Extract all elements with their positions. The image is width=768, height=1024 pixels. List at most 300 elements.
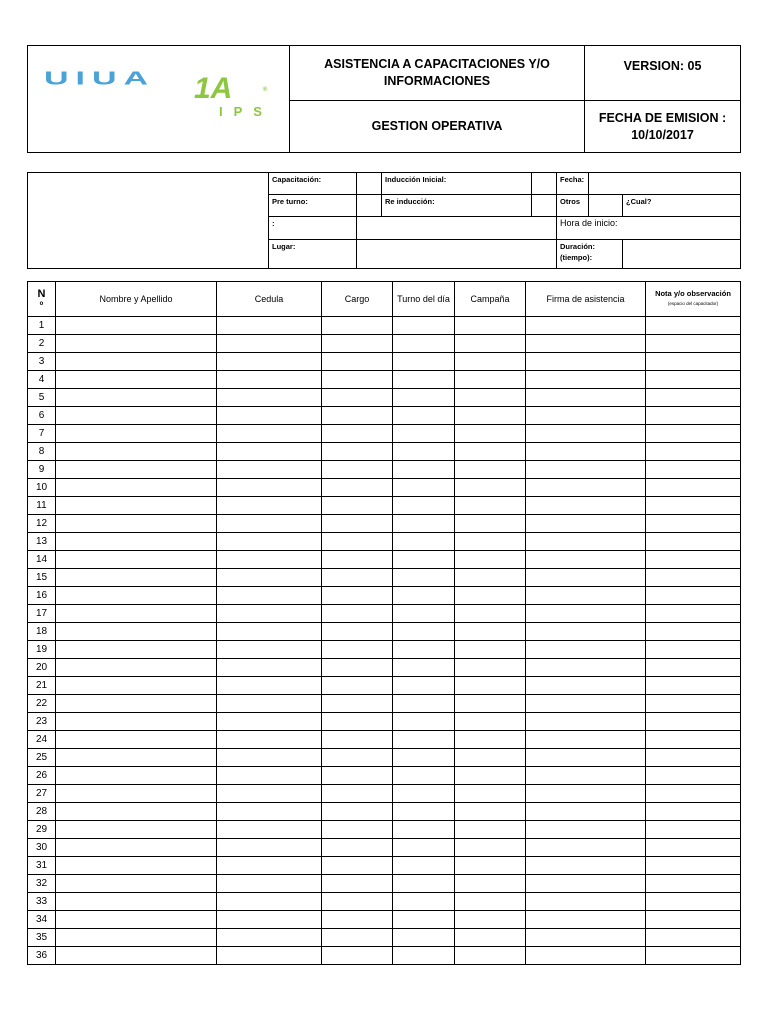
cell-cedula[interactable] [217,839,322,857]
cell-turno[interactable] [393,839,455,857]
cell-turno[interactable] [393,677,455,695]
cell-campana[interactable] [455,479,526,497]
cell-firma[interactable] [526,641,646,659]
cell-firma[interactable] [526,911,646,929]
cell-turno[interactable] [393,425,455,443]
cell-nombre[interactable] [56,947,217,965]
pre-turno-check[interactable] [357,195,382,217]
cell-nota[interactable] [646,803,741,821]
cell-campana[interactable] [455,371,526,389]
cell-nota[interactable] [646,875,741,893]
cell-cargo[interactable] [322,605,393,623]
cell-cargo[interactable] [322,353,393,371]
cell-turno[interactable] [393,515,455,533]
cell-nota[interactable] [646,641,741,659]
table-row [28,731,741,749]
cell-nota[interactable] [646,929,741,947]
cell-cedula[interactable] [217,893,322,911]
cell-campana[interactable] [455,389,526,407]
col-header-turno: Turno del día [393,282,455,317]
cell-nombre[interactable] [56,353,217,371]
cell-turno[interactable] [393,461,455,479]
cell-turno[interactable] [393,623,455,641]
cell-turno[interactable] [393,605,455,623]
cell-nombre[interactable] [56,407,217,425]
cell-cedula[interactable] [217,587,322,605]
cell-turno[interactable] [393,947,455,965]
cell-firma[interactable] [526,587,646,605]
cell-cargo[interactable] [322,641,393,659]
cell-campana[interactable] [455,803,526,821]
cell-firma[interactable] [526,605,646,623]
cell-cargo[interactable] [322,803,393,821]
cell-nota[interactable] [646,533,741,551]
cell-cedula[interactable] [217,425,322,443]
cell-cedula[interactable] [217,695,322,713]
cell-campana[interactable] [455,929,526,947]
cell-cargo[interactable] [322,785,393,803]
cell-campana[interactable] [455,497,526,515]
row-number: 27 [28,785,56,803]
cell-nota[interactable] [646,731,741,749]
cell-cargo[interactable] [322,767,393,785]
cell-cargo[interactable] [322,821,393,839]
cell-cedula[interactable] [217,911,322,929]
cell-turno[interactable] [393,371,455,389]
cell-turno[interactable] [393,533,455,551]
cell-nombre[interactable] [56,857,217,875]
cell-cedula[interactable] [217,857,322,875]
row-number: 2 [28,335,56,353]
cell-turno[interactable] [393,767,455,785]
cell-nombre[interactable] [56,911,217,929]
cell-nota[interactable] [646,893,741,911]
cell-nombre[interactable] [56,317,217,335]
cell-campana[interactable] [455,425,526,443]
cell-nombre[interactable] [56,893,217,911]
cell-nombre[interactable] [56,731,217,749]
duracion-field[interactable] [623,240,741,269]
cell-nota[interactable] [646,389,741,407]
cell-cedula[interactable] [217,947,322,965]
cell-firma[interactable] [526,767,646,785]
col-header-cargo: Cargo [322,282,393,317]
cell-nombre[interactable] [56,497,217,515]
cell-cargo[interactable] [322,749,393,767]
cell-nota[interactable] [646,767,741,785]
cell-cargo[interactable] [322,461,393,479]
cell-nombre[interactable] [56,443,217,461]
cell-campana[interactable] [455,515,526,533]
fecha-field[interactable] [589,173,741,195]
cell-cedula[interactable] [217,623,322,641]
cell-cedula[interactable] [217,317,322,335]
cell-firma[interactable] [526,929,646,947]
cell-nombre[interactable] [56,641,217,659]
row-number: 4 [28,371,56,389]
cell-cedula[interactable] [217,803,322,821]
cell-firma[interactable] [526,479,646,497]
row-number: 13 [28,533,56,551]
cell-cargo[interactable] [322,569,393,587]
cell-campana[interactable] [455,785,526,803]
registered-icon: ® [263,87,268,93]
cell-nombre[interactable] [56,929,217,947]
cell-nombre[interactable] [56,515,217,533]
cell-turno[interactable] [393,713,455,731]
document-title: ASISTENCIA A CAPACITACIONES Y/O INFORMACIONES [290,46,585,101]
cell-nombre[interactable] [56,461,217,479]
cell-turno[interactable] [393,929,455,947]
table-row [28,677,741,695]
cell-cargo[interactable] [322,857,393,875]
cell-cedula[interactable] [217,821,322,839]
cell-nombre[interactable] [56,425,217,443]
cell-nota[interactable] [646,677,741,695]
cell-cargo[interactable] [322,893,393,911]
cell-campana[interactable] [455,533,526,551]
cell-turno[interactable] [393,911,455,929]
table-row [28,659,741,677]
cell-nombre[interactable] [56,695,217,713]
cell-firma[interactable] [526,551,646,569]
otros-label: Otros [557,195,589,217]
cell-cargo[interactable] [322,659,393,677]
col-nota-sub: (espacio del capacitador) [667,301,719,306]
cell-cedula[interactable] [217,875,322,893]
emision-date: 10/10/2017 [631,127,694,142]
cell-cedula[interactable] [217,713,322,731]
table-row [28,713,741,731]
cell-nota[interactable] [646,371,741,389]
cell-firma[interactable] [526,875,646,893]
row-number: 28 [28,803,56,821]
cell-turno[interactable] [393,641,455,659]
cell-nota[interactable] [646,659,741,677]
cell-cedula[interactable] [217,749,322,767]
cell-nombre[interactable] [56,569,217,587]
table-row [28,497,741,515]
cell-nota[interactable] [646,497,741,515]
cell-nota[interactable] [646,335,741,353]
cell-firma[interactable] [526,335,646,353]
cell-nombre[interactable] [56,659,217,677]
cell-campana[interactable] [455,407,526,425]
cell-nombre[interactable] [56,335,217,353]
cell-firma[interactable] [526,893,646,911]
cell-campana[interactable] [455,605,526,623]
cell-nombre[interactable] [56,875,217,893]
cell-firma[interactable] [526,857,646,875]
cell-firma[interactable] [526,389,646,407]
re-induccion-check[interactable] [532,195,557,217]
cell-firma[interactable] [526,731,646,749]
cell-nota[interactable] [646,749,741,767]
cell-firma[interactable] [526,821,646,839]
cell-nota[interactable] [646,515,741,533]
cell-firma[interactable] [526,785,646,803]
cell-nota[interactable] [646,947,741,965]
cell-campana[interactable] [455,623,526,641]
cell-cedula[interactable] [217,389,322,407]
cell-campana[interactable] [455,461,526,479]
capacitacion-check[interactable] [357,173,382,195]
cell-cargo[interactable] [322,839,393,857]
cell-firma[interactable] [526,371,646,389]
cell-turno[interactable] [393,443,455,461]
table-row [28,317,741,335]
cell-nombre[interactable] [56,389,217,407]
table-row [28,461,741,479]
cell-firma[interactable] [526,749,646,767]
cell-cedula[interactable] [217,533,322,551]
cell-campana[interactable] [455,317,526,335]
cell-cedula[interactable] [217,497,322,515]
cell-nota[interactable] [646,695,741,713]
table-row [28,587,741,605]
cell-cargo[interactable] [322,515,393,533]
cell-nota[interactable] [646,821,741,839]
cell-campana[interactable] [455,641,526,659]
cell-nota[interactable] [646,587,741,605]
cell-turno[interactable] [393,857,455,875]
cell-nota[interactable] [646,317,741,335]
cell-turno[interactable] [393,335,455,353]
cell-nombre[interactable] [56,623,217,641]
cell-firma[interactable] [526,497,646,515]
cell-turno[interactable] [393,893,455,911]
cell-cargo[interactable] [322,443,393,461]
cell-campana[interactable] [455,911,526,929]
cell-turno[interactable] [393,821,455,839]
cell-cargo[interactable] [322,731,393,749]
cell-cedula[interactable] [217,479,322,497]
cell-turno[interactable] [393,749,455,767]
cell-campana[interactable] [455,839,526,857]
cell-nombre[interactable] [56,551,217,569]
cell-turno[interactable] [393,317,455,335]
cell-nombre[interactable] [56,479,217,497]
cell-firma[interactable] [526,425,646,443]
cell-campana[interactable] [455,893,526,911]
cell-cedula[interactable] [217,551,322,569]
row-number: 23 [28,713,56,731]
table-row [28,353,741,371]
cell-turno[interactable] [393,353,455,371]
table-row [28,425,741,443]
cell-nota[interactable] [646,839,741,857]
table-row [28,335,741,353]
lugar-field[interactable] [357,240,557,269]
cell-nota[interactable] [646,353,741,371]
cell-nombre[interactable] [56,767,217,785]
cell-firma[interactable] [526,803,646,821]
cell-cedula[interactable] [217,335,322,353]
cell-cargo[interactable] [322,479,393,497]
cell-cargo[interactable] [322,929,393,947]
cell-cargo[interactable] [322,911,393,929]
cell-nota[interactable] [646,911,741,929]
cell-cedula[interactable] [217,353,322,371]
cell-turno[interactable] [393,389,455,407]
cell-cargo[interactable] [322,371,393,389]
cell-cedula[interactable] [217,677,322,695]
table-row [28,821,741,839]
cell-firma[interactable] [526,533,646,551]
cell-turno[interactable] [393,479,455,497]
cell-nombre[interactable] [56,533,217,551]
cell-nombre[interactable] [56,785,217,803]
cell-firma[interactable] [526,515,646,533]
cell-nota[interactable] [646,785,741,803]
cell-campana[interactable] [455,821,526,839]
cell-firma[interactable] [526,623,646,641]
cell-nota[interactable] [646,461,741,479]
cell-campana[interactable] [455,749,526,767]
cell-firma[interactable] [526,407,646,425]
cell-nombre[interactable] [56,371,217,389]
cell-turno[interactable] [393,875,455,893]
table-row [28,767,741,785]
cell-cargo[interactable] [322,497,393,515]
cell-nota[interactable] [646,569,741,587]
cell-firma[interactable] [526,659,646,677]
cell-cargo[interactable] [322,317,393,335]
cell-firma[interactable] [526,569,646,587]
hora-inicio-field[interactable] [557,217,741,240]
cell-firma[interactable] [526,461,646,479]
cell-cargo[interactable] [322,677,393,695]
cell-turno[interactable] [393,587,455,605]
cell-cargo[interactable] [322,695,393,713]
cell-cedula[interactable] [217,461,322,479]
cell-nota[interactable] [646,713,741,731]
cell-turno[interactable] [393,785,455,803]
cell-campana[interactable] [455,569,526,587]
cell-cargo[interactable] [322,533,393,551]
cell-firma[interactable] [526,713,646,731]
duracion-label: Duración: (tiempo): [557,240,623,269]
cell-turno[interactable] [393,695,455,713]
cell-turno[interactable] [393,407,455,425]
cell-nota[interactable] [646,857,741,875]
logo-1a-mark: 1A [194,72,233,105]
cell-cedula[interactable] [217,515,322,533]
cell-campana[interactable] [455,677,526,695]
cell-cedula[interactable] [217,767,322,785]
cell-turno[interactable] [393,803,455,821]
cual-field[interactable] [623,195,741,217]
cell-cedula[interactable] [217,605,322,623]
cell-campana[interactable] [455,767,526,785]
row-number: 35 [28,929,56,947]
cell-nota[interactable] [646,479,741,497]
cell-turno[interactable] [393,659,455,677]
cell-cedula[interactable] [217,929,322,947]
cell-campana[interactable] [455,857,526,875]
cell-nombre[interactable] [56,839,217,857]
cell-campana[interactable] [455,713,526,731]
cell-firma[interactable] [526,353,646,371]
cell-nota[interactable] [646,407,741,425]
cell-firma[interactable] [526,317,646,335]
cell-firma[interactable] [526,677,646,695]
logo-viva-mark: UIUA [44,67,156,89]
cell-cargo[interactable] [322,407,393,425]
cell-cargo[interactable] [322,335,393,353]
cell-cedula[interactable] [217,641,322,659]
cell-campana[interactable] [455,947,526,965]
cell-nota[interactable] [646,425,741,443]
cell-turno[interactable] [393,551,455,569]
cell-campana[interactable] [455,695,526,713]
cell-nombre[interactable] [56,803,217,821]
cell-campana[interactable] [455,551,526,569]
cell-cedula[interactable] [217,443,322,461]
cell-campana[interactable] [455,731,526,749]
row-number: 34 [28,911,56,929]
colon-field[interactable] [357,217,557,240]
cell-cargo[interactable] [322,713,393,731]
cell-cargo[interactable] [322,623,393,641]
cell-turno[interactable] [393,497,455,515]
cell-campana[interactable] [455,443,526,461]
cell-nota[interactable] [646,443,741,461]
cell-cedula[interactable] [217,659,322,677]
cell-firma[interactable] [526,947,646,965]
cell-cargo[interactable] [322,389,393,407]
cell-cargo[interactable] [322,551,393,569]
cell-nombre[interactable] [56,605,217,623]
cell-campana[interactable] [455,587,526,605]
attendance-rows [28,317,741,965]
table-row [28,695,741,713]
attendance-table [27,281,741,965]
cell-firma[interactable] [526,695,646,713]
cell-cedula[interactable] [217,371,322,389]
cell-cargo[interactable] [322,875,393,893]
cell-campana[interactable] [455,335,526,353]
cell-nombre[interactable] [56,677,217,695]
cell-nota[interactable] [646,551,741,569]
cell-nombre[interactable] [56,713,217,731]
induccion-inicial-check[interactable] [532,173,557,195]
cell-cargo[interactable] [322,947,393,965]
cell-cargo[interactable] [322,587,393,605]
cell-campana[interactable] [455,353,526,371]
cell-cedula[interactable] [217,569,322,587]
cell-cedula[interactable] [217,785,322,803]
cell-nota[interactable] [646,605,741,623]
cell-nombre[interactable] [56,749,217,767]
cell-campana[interactable] [455,659,526,677]
cell-cedula[interactable] [217,731,322,749]
cell-cargo[interactable] [322,425,393,443]
otros-check[interactable] [589,195,623,217]
cell-nombre[interactable] [56,587,217,605]
hora-inicio-label: Hora de inicio: [560,218,618,228]
induccion-inicial-label: Inducción Inicial: [382,173,532,195]
cell-firma[interactable] [526,443,646,461]
cell-turno[interactable] [393,731,455,749]
cell-campana[interactable] [455,875,526,893]
cell-turno[interactable] [393,569,455,587]
table-row [28,641,741,659]
cell-firma[interactable] [526,839,646,857]
cell-nombre[interactable] [56,821,217,839]
cell-cedula[interactable] [217,407,322,425]
cell-nota[interactable] [646,623,741,641]
